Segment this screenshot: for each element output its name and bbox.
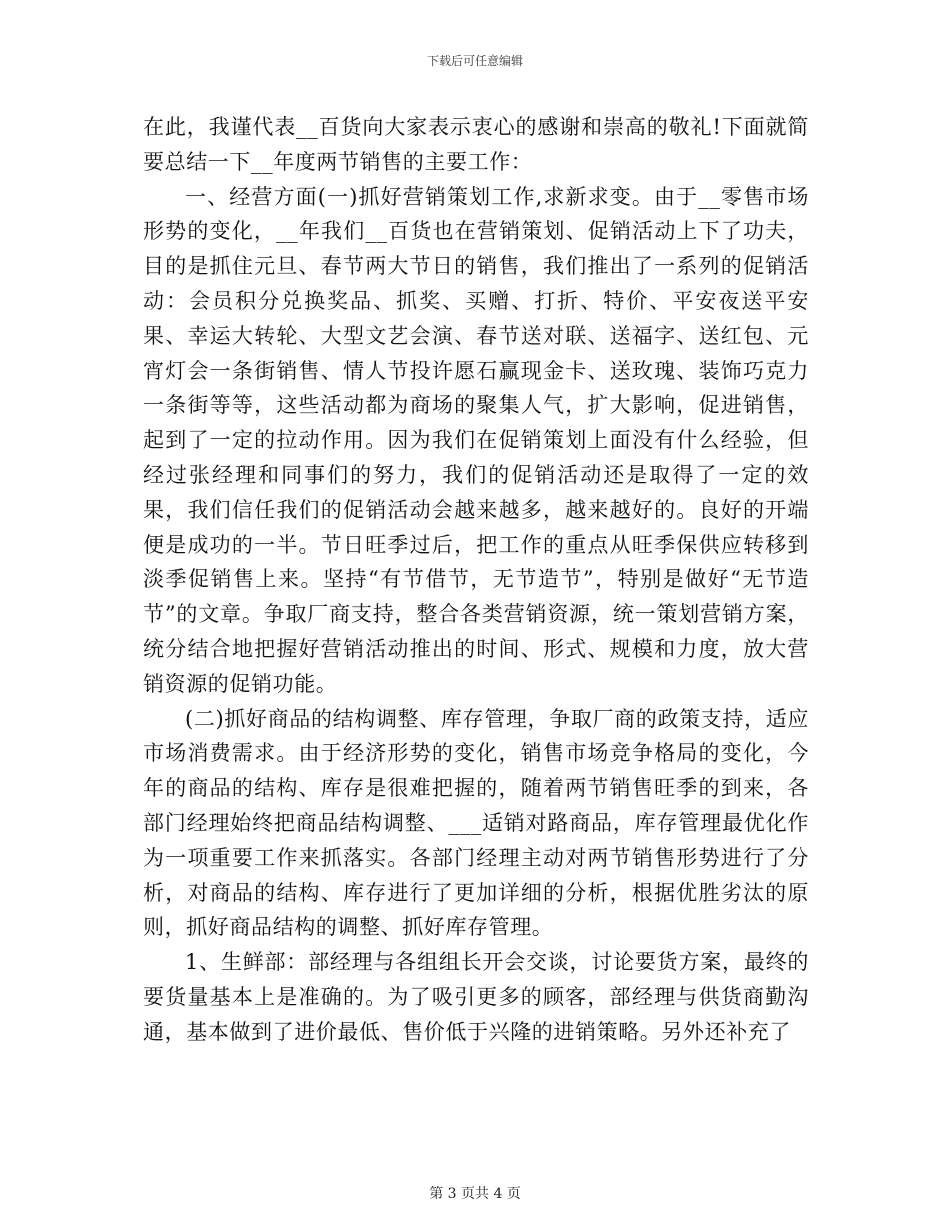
document-body (143, 110, 809, 1050)
page-header-note: 下载后可任意编辑 (426, 54, 523, 68)
paragraph-structure-adjustment: (二)抓好商品的结构调整、库存管理，争取厂商的政策支持，适应市场消费需求。由于经济形势的变化，销售市场竞争格局的变化，今年的商品的结构、库存是很难把握的，随着两节销售旺季的到来，各部门经理始终把商品结构调整、___适销对路商品，库存管理最优化作为一项重要工作来抓落实。各部门经理主动对两节销售形势进行了分析，对商品的结构、库存进行了更加详细的分析，根据优胜劣汰的原则，抓好商品结构的调整、抓好库存管理。 (143, 706, 809, 940)
paragraph-intro: 在此，我谨代表__百货向大家表示衷心的感谢和崇高的敬礼!下面就简要总结一下__年度两节销售的主要工作： (143, 115, 809, 174)
paragraph-operations: 一、经营方面(一)抓好营销策划工作,求新求变。由于__零售市场形势的变化，__年我们__百货也在营销策划、促销活动上下了功夫，目的是抓住元旦、春节两大节日的销售，我们推出了一系列的促销活动：会员积分兑换奖品、抓奖、买赠、打折、特价、平安夜送平安果、幸运大转轮、大型文艺会演、春节送对联、送福字、送红包、元宵灯会一条街销售、情人节投许愿石赢现金卡、送玫瑰、装饰巧克力一条街等等，这些活动都为商场的聚集人气，扩大影响，促进销售，起到了一定的拉动作用。因为我们在促销策划上面没有什么经验，但经过张经理和同事们的努力，我们的促销活动还是取得了一定的效果，我们信任我们的促销活动会越来越多，越来越好的。良好的开端便是成功的一半。节日旺季过后，把工作的重点从旺季保供应转移到淡季促销售上来。坚持“有节借节，无节造节”，特别是做好“无节造节”的文章。争取厂商支持，整合各类营销资源，统一策划营销方案，统分结合地把握好营销活动推出的时间、形式、规模和力度，放大营销资源的促销功能。 (143, 184, 809, 696)
paragraph-fresh-department: 1、生鲜部：部经理与各组组长开会交谈，讨论要货方案，最终的要货量基本上是准确的。为了吸引更多的顾客，部经理与供货商勤沟通，基本做到了进价最低、售价低于兴隆的进销策略。另外还补充了 (143, 950, 809, 1044)
page-number-footer: 第 3 页共 4 页 (429, 1186, 521, 1202)
